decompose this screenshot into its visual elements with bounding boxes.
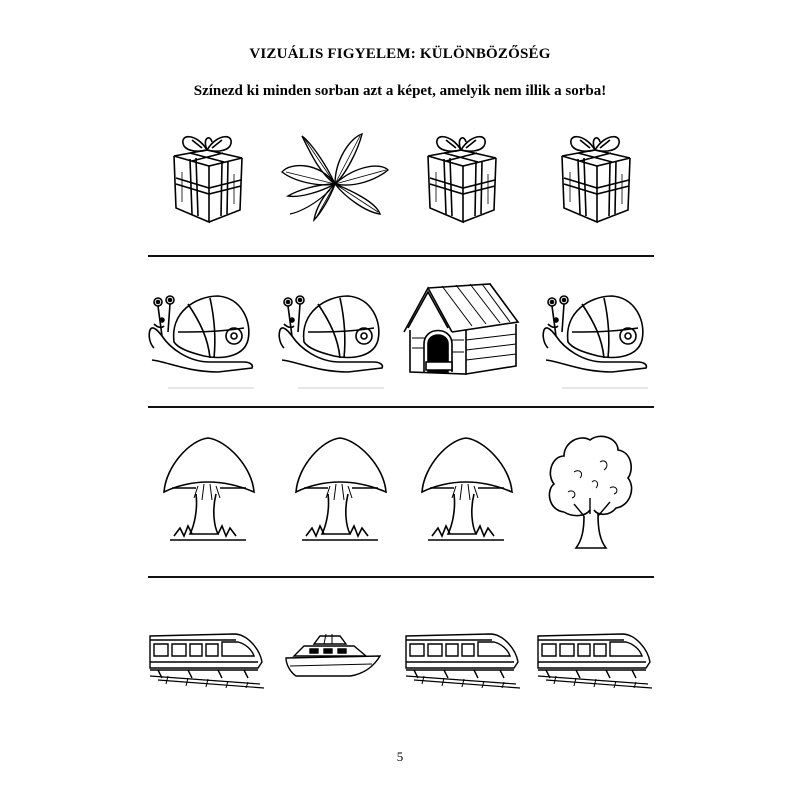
- worksheet-instruction: Színezd ki minden sorban azt a képet, amelyik nem illik a sorba!: [193, 83, 607, 99]
- exercise-row-3: [148, 432, 654, 556]
- row-divider: [148, 255, 654, 257]
- exercise-row-1: [148, 122, 654, 234]
- mushroom-icon[interactable]: [418, 436, 514, 548]
- snail-icon[interactable]: [278, 282, 390, 386]
- row-divider: [148, 576, 654, 578]
- tree-icon[interactable]: [544, 432, 636, 554]
- chestnut-leaf-icon[interactable]: [280, 132, 390, 224]
- worksheet-title: VIZUÁLIS FIGYELEM: KÜLÖNBÖZŐSÉG: [249, 46, 551, 62]
- row-divider: [148, 406, 654, 408]
- gift-box-icon[interactable]: [550, 128, 640, 228]
- gift-box-icon[interactable]: [416, 128, 506, 228]
- page-number: 5: [396, 749, 404, 764]
- dog-house-icon[interactable]: [402, 282, 522, 378]
- boat-icon[interactable]: [284, 632, 382, 680]
- mushroom-icon[interactable]: [160, 436, 256, 548]
- exercise-row-4: [148, 620, 654, 690]
- gift-box-icon[interactable]: [162, 128, 252, 228]
- snail-icon[interactable]: [148, 282, 260, 386]
- snail-icon[interactable]: [542, 282, 654, 386]
- train-icon[interactable]: [404, 626, 520, 688]
- train-icon[interactable]: [536, 626, 652, 688]
- train-icon[interactable]: [148, 626, 264, 688]
- exercise-row-2: [148, 280, 654, 392]
- mushroom-icon[interactable]: [292, 436, 388, 548]
